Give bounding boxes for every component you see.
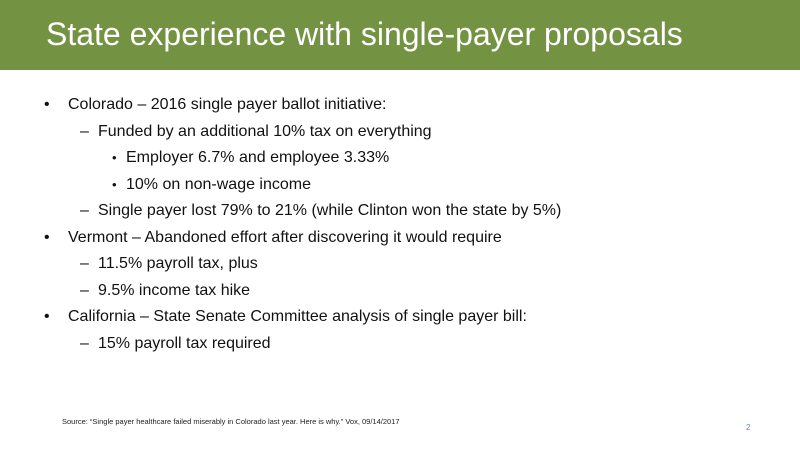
bullet-marker-level1: • [44,229,50,246]
bullet-text-level3: 10% on non-wage income [126,176,312,193]
bullet-marker-level2: – [80,255,89,272]
bullet-text-level3: Employer 6.7% and employee 3.33% [126,149,390,166]
bullet-text-level2: Funded by an additional 10% tax on everything [98,123,432,140]
bullet-text-level1: Vermont – Abandoned effort after discovering it would require [68,229,502,246]
bullet-marker-level2: – [80,282,89,299]
bullet-text-level1: Colorado – 2016 single payer ballot initiative: [68,96,387,113]
bullet-marker-level2: – [80,202,89,219]
bullet-marker-level2: – [80,335,89,352]
source-citation: Source: “Single payer healthcare failed miserably in Colorado last year. Here is why.” Vox, 09/14/2017 [62,417,400,426]
bullet-text-level1: California – State Senate Committee analysis of single payer bill: [68,308,527,325]
bullet-text-level2: 9.5% income tax hike [98,282,251,299]
bullet-marker-level1: • [44,308,50,325]
title-bar [0,0,800,70]
bullet-marker-level2: – [80,123,89,140]
bullet-text-level2: 15% payroll tax required [98,335,271,352]
bullet-marker-level3: • [112,177,117,192]
bullet-text-level2: 11.5% payroll tax, plus [98,255,258,272]
bullet-marker-level1: • [44,96,50,113]
slide-title: State experience with single-payer proposals [46,16,683,52]
bullet-text-level2: Single payer lost 79% to 21% (while Clinton won the state by 5%) [98,202,562,219]
page-number: 2 [746,423,751,432]
bullet-marker-level3: • [112,150,117,165]
